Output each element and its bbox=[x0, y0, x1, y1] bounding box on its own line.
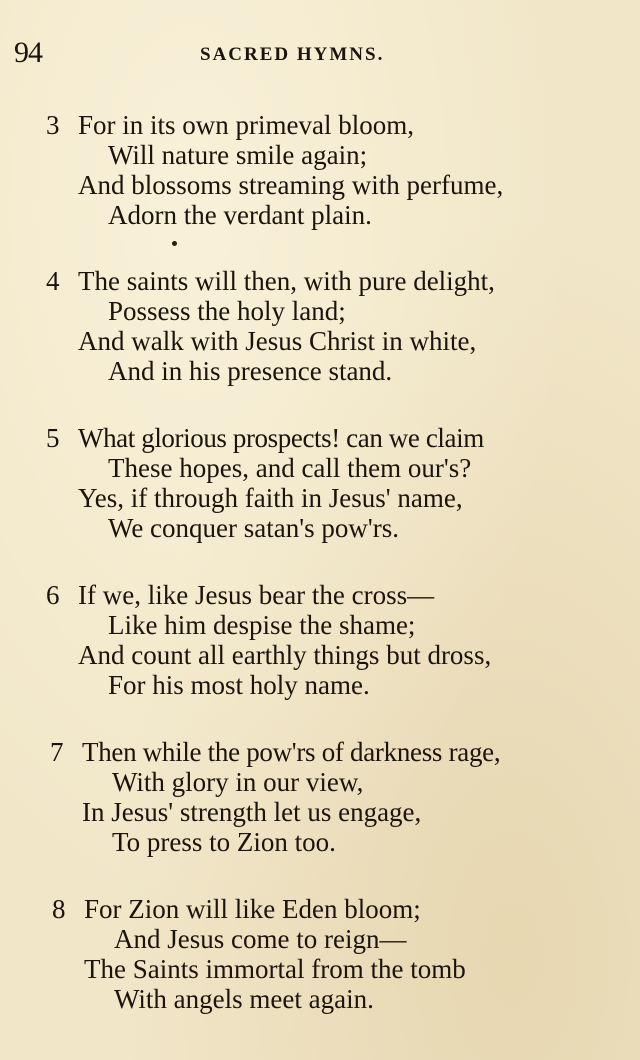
stanza-number: 4 bbox=[46, 266, 60, 296]
ink-speck bbox=[172, 241, 177, 246]
running-head: SACRED HYMNS. bbox=[200, 44, 385, 65]
stanza-number: 3 bbox=[46, 110, 60, 140]
verse-line: And count all earthly things but dross, bbox=[78, 640, 492, 670]
verse-line: These hopes, and call them our's? bbox=[108, 453, 472, 483]
verse-line: For in its own primeval bloom, bbox=[78, 110, 414, 140]
verse-line: With angels meet again. bbox=[114, 984, 374, 1014]
verse-line: If we, like Jesus bear the cross— bbox=[78, 580, 435, 610]
verse-line: And Jesus come to reign— bbox=[114, 924, 407, 954]
verse-line: Possess the holy land; bbox=[108, 296, 346, 326]
stanza-number: 6 bbox=[46, 580, 60, 610]
verse-line: What glorious prospects! can we claim bbox=[78, 423, 484, 453]
stanza-number: 5 bbox=[46, 423, 60, 453]
page-number: 94 bbox=[14, 36, 42, 69]
verse-line: Then while the pow'rs of darkness rage, bbox=[82, 737, 501, 767]
verse-line: Yes, if through faith in Jesus' name, bbox=[78, 483, 463, 513]
verse-line: To press to Zion too. bbox=[112, 827, 336, 857]
verse-line: The saints will then, with pure delight, bbox=[78, 266, 495, 296]
verse-line: And in his presence stand. bbox=[108, 356, 393, 386]
stanza-number: 7 bbox=[50, 737, 64, 767]
verse-line: And walk with Jesus Christ in white, bbox=[78, 326, 477, 356]
verse-line: Adorn the verdant plain. bbox=[108, 200, 372, 230]
verse-line: Like him despise the shame; bbox=[108, 610, 416, 640]
verse-line: In Jesus' strength let us engage, bbox=[82, 797, 422, 827]
verse-line: For Zion will like Eden bloom; bbox=[84, 894, 421, 924]
verse-line: Will nature smile again; bbox=[108, 140, 368, 170]
verse-line: With glory in our view, bbox=[112, 767, 364, 797]
verse-line: And blossoms streaming with perfume, bbox=[78, 170, 504, 200]
verse-line: For his most holy name. bbox=[108, 670, 370, 700]
stanza-number: 8 bbox=[52, 894, 66, 924]
verse-line: We conquer satan's pow'rs. bbox=[108, 513, 399, 543]
verse-line: The Saints immortal from the tomb bbox=[84, 954, 466, 984]
